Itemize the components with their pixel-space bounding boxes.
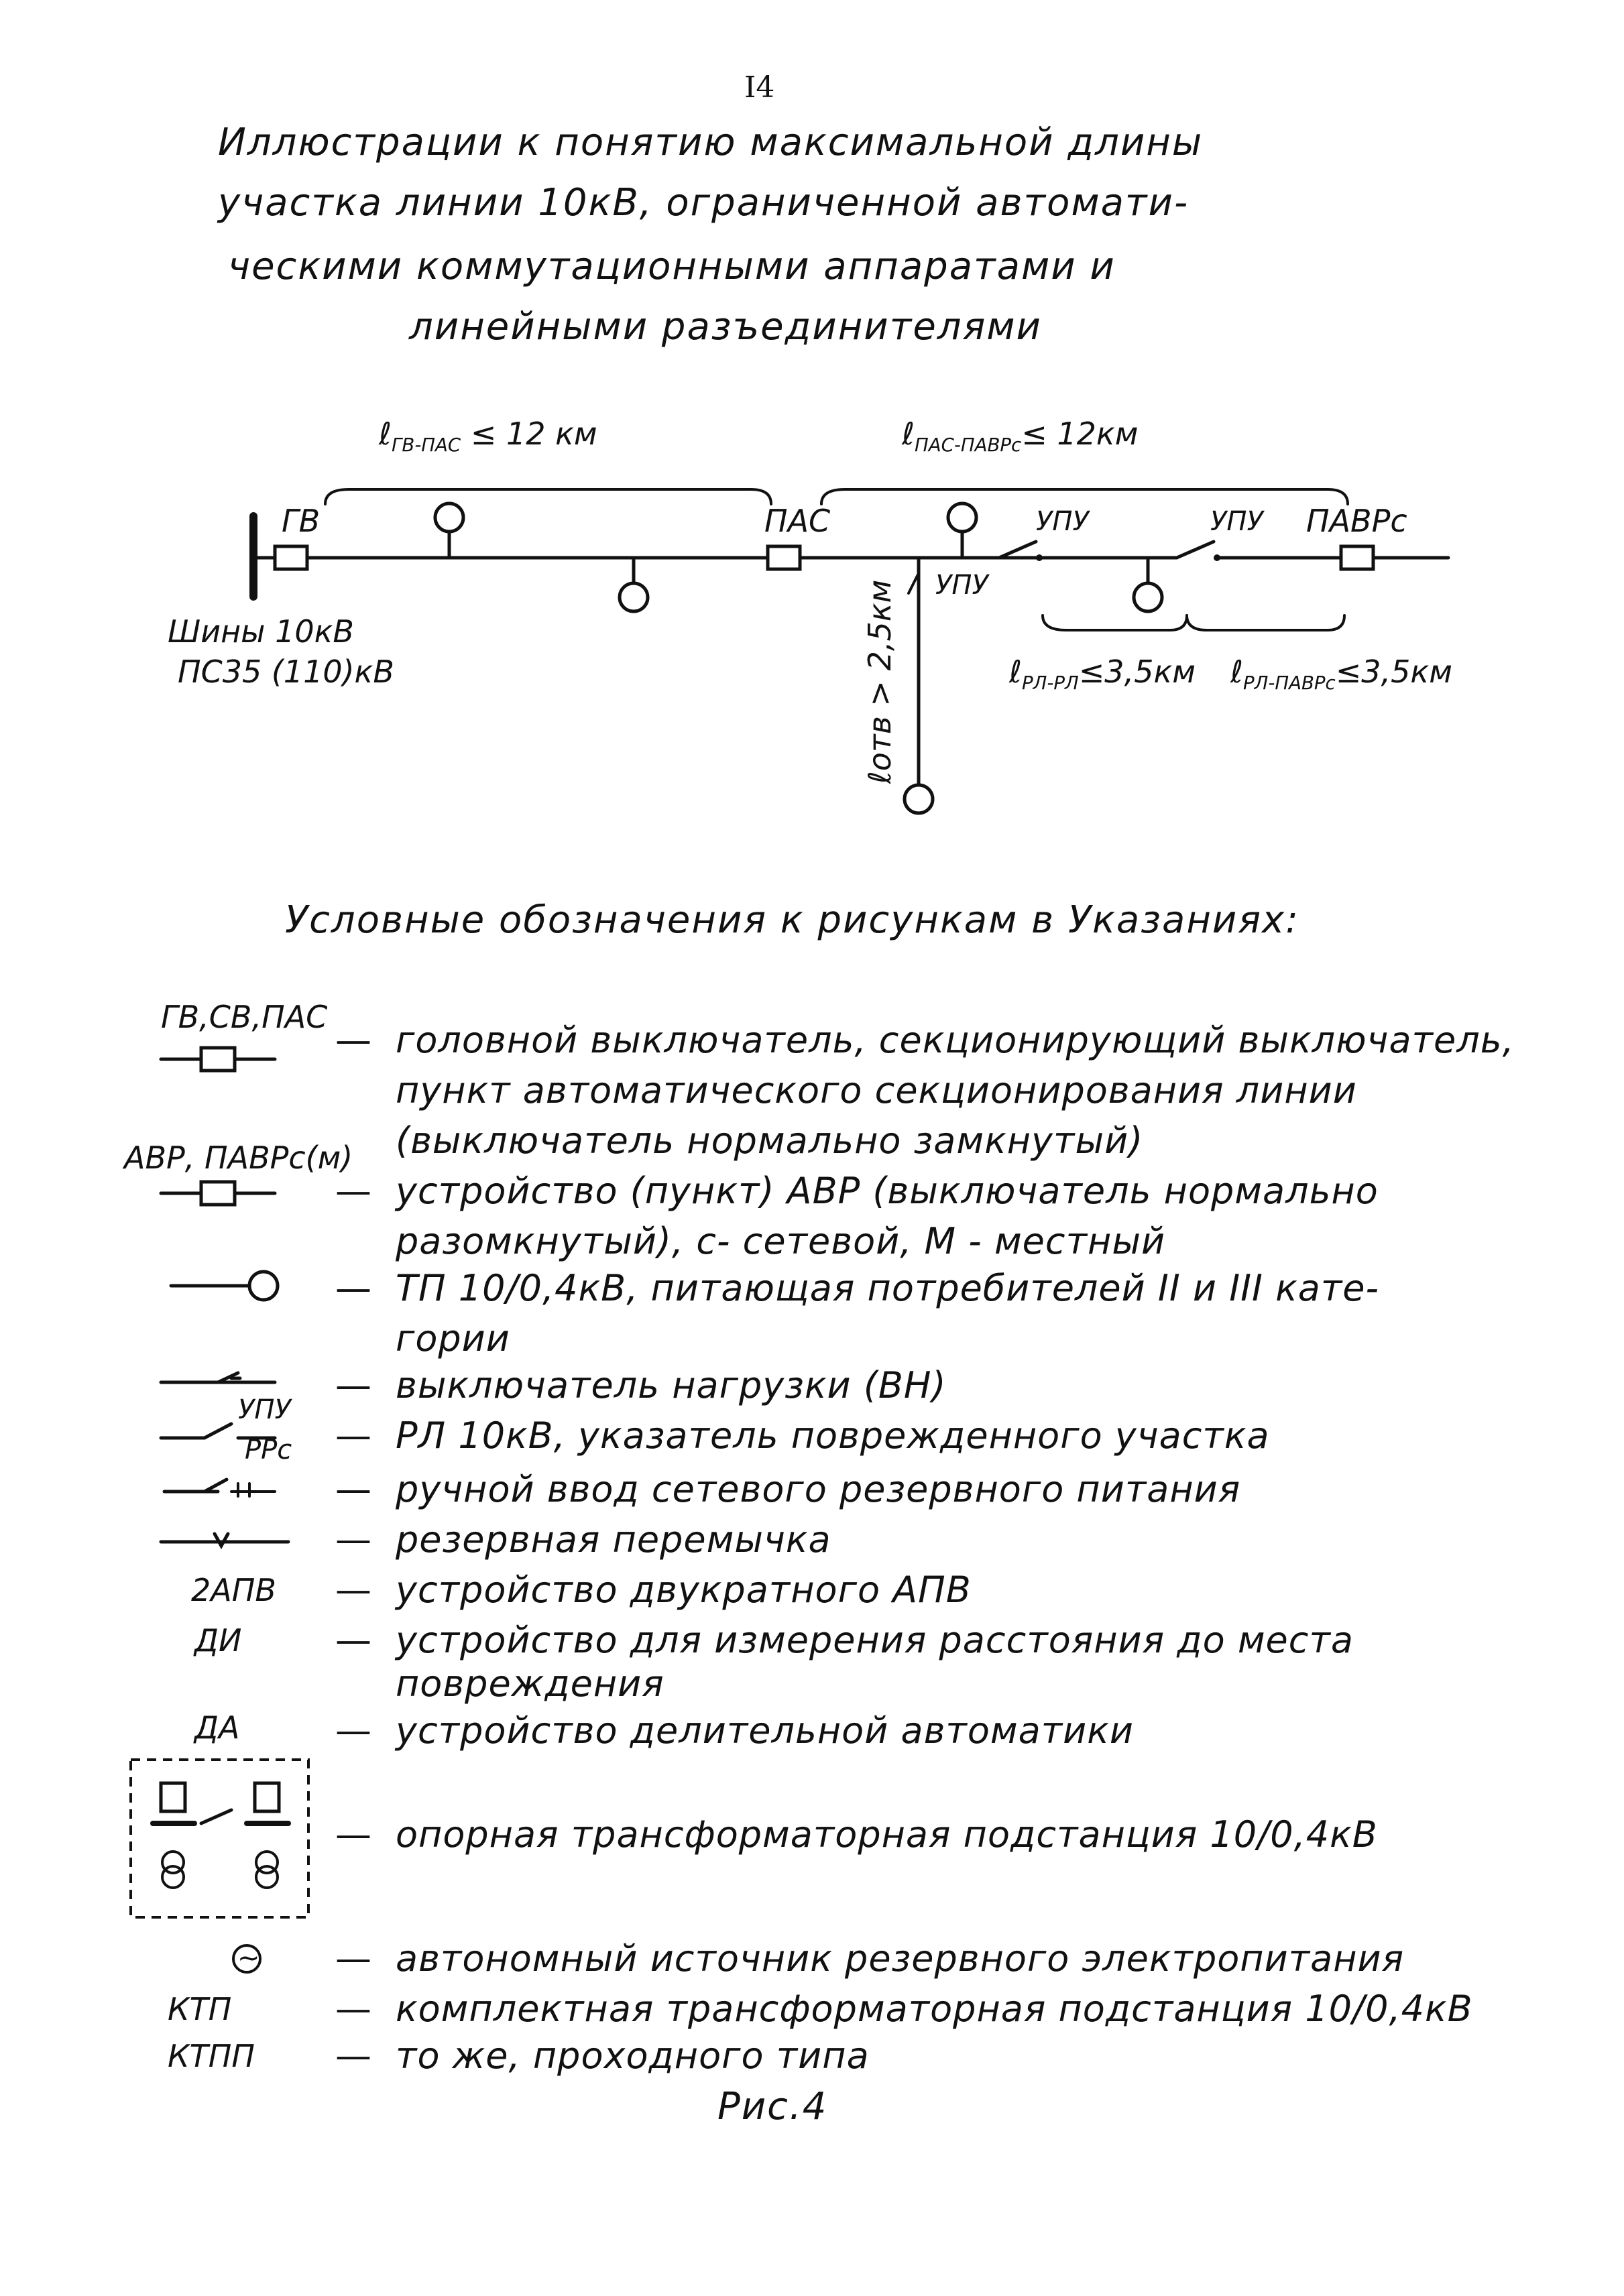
legend-otp-fuse-1: [161, 1783, 185, 1811]
dim-pas-pavr-l: ℓ: [902, 416, 915, 452]
legend-desc-ktp: комплектная трансформаторная подстанция 10/0,4кВ: [396, 1988, 1473, 2030]
label-pas: ПАС: [764, 503, 831, 539]
legend-dash-5: —: [335, 1414, 371, 1457]
legend-dash-6: —: [335, 1468, 371, 1510]
legend-desc-jumper: резервная перемычка: [396, 1518, 831, 1561]
label-gv: ГВ: [282, 503, 321, 539]
legend-dash-9: —: [335, 1619, 371, 1661]
legend-sym-rr: РРс: [245, 1435, 292, 1465]
label-upu-2: УПУ: [1210, 506, 1263, 537]
dim-gv-pas-rest: ≤ 12 км: [461, 416, 597, 452]
dim-rl-pavr-rest: ≤3,5км: [1335, 654, 1452, 690]
title-line-4: линейными разъединителями: [409, 305, 1042, 349]
legend-desc-manual: ручной ввод сетевого резервного питания: [396, 1468, 1241, 1510]
legend-desc-ktpp: то же, проходного типа: [396, 2035, 870, 2077]
legend-sym-ktpp: КТПП: [168, 2038, 255, 2074]
dim-gv-pas-sub: ГВ-ПАС: [392, 434, 461, 457]
legend-dash-3: —: [335, 1267, 371, 1309]
legend-dash-8: —: [335, 1569, 371, 1611]
legend-desc-gen: автономный источник резервного электропитания: [396, 1937, 1405, 1980]
legend-desc-tp-2: гории: [396, 1317, 510, 1360]
legend-sym-2apv: 2АПВ: [191, 1572, 276, 1608]
legend-sym-gen: ~: [237, 1943, 260, 1974]
label-pavr: ПАВРс: [1306, 503, 1407, 539]
legend-dash-13: —: [335, 1988, 371, 2030]
legend-desc-2apv: устройство двукратного АПВ: [396, 1569, 972, 1611]
dim-rl-rl-l: ℓ: [1009, 654, 1023, 690]
dim-rl-pavr-sub: РЛ-ПАВРс: [1243, 672, 1336, 694]
legend-sym-gv: ГВ,СВ,ПАС: [161, 999, 328, 1035]
label-upu-3: УПУ: [935, 570, 988, 601]
legend-sym-da: ДА: [194, 1709, 240, 1746]
legend-dash-11: —: [335, 1813, 371, 1856]
dim-pas-pavr-sub: ПАС-ПАВРс: [915, 434, 1022, 457]
legend-dash-1: —: [335, 1019, 371, 1061]
dim-rl-rl-rest: ≤3,5км: [1078, 654, 1196, 690]
legend-avr-icon: [201, 1182, 235, 1205]
title-line-3: ческими коммутационными аппаратами и: [228, 245, 1116, 288]
legend-desc-da: устройство делительной автоматики: [396, 1709, 1134, 1752]
legend-desc-gv-2: пункт автоматического секционирования линии: [396, 1069, 1357, 1111]
legend-dash-10: —: [335, 1709, 371, 1752]
title-line-2: участка линии 10кВ, ограниченной автомати-: [218, 181, 1190, 225]
legend-breaker-icon: [201, 1048, 235, 1071]
legend-manual-switch: [205, 1479, 227, 1492]
legend-jumper-icon: [215, 1534, 228, 1546]
figure-caption: Рис.4: [717, 2085, 828, 2128]
legend-otp-trans-1b: [162, 1866, 184, 1888]
legend-tp-icon: [249, 1272, 278, 1300]
bus-label-1: Шины 10кВ: [168, 613, 354, 650]
branch-label: ℓотв > 2,5км: [862, 579, 898, 784]
legend-manual-icon: [231, 1484, 275, 1496]
legend-title: Условные обозначения к рисункам в Указаниях:: [285, 898, 1300, 942]
legend-otp-trans-2b: [256, 1866, 278, 1888]
legend-otp-tie-icon: [201, 1810, 231, 1823]
legend-otp-frame: [131, 1760, 308, 1917]
legend-sym-upu: УПУ: [238, 1394, 291, 1425]
legend-desc-di-1: устройство для измерения расстояния до места: [396, 1619, 1354, 1661]
legend-dash-7: —: [335, 1518, 371, 1561]
legend-dash-12: —: [335, 1937, 371, 1980]
legend-dash-14: —: [335, 2035, 371, 2077]
dim-rl-pavr-l: ℓ: [1230, 654, 1244, 690]
legend-desc-gv-1: головной выключатель, секционирующий выключатель,: [396, 1019, 1515, 1061]
bus-label-2: ПС35 (110)кВ: [178, 654, 394, 690]
dim-rl-rl-sub: РЛ-РЛ: [1022, 672, 1079, 694]
legend-dash-2: —: [335, 1170, 371, 1212]
legend-sym-ktp: КТП: [168, 1991, 232, 2027]
legend-desc-di-2: повреждения: [396, 1663, 664, 1705]
dim-gv-pas-l: ℓ: [379, 416, 392, 452]
legend-desc-rl: РЛ 10кВ, указатель поврежденного участка: [396, 1414, 1270, 1457]
legend-otp-fuse-2: [255, 1783, 279, 1811]
legend-sym-avr: АВР, ПАВРс(м): [124, 1140, 353, 1176]
label-upu-1: УПУ: [1036, 506, 1089, 537]
legend-desc-otp: опорная трансформаторная подстанция 10/0,4кВ: [396, 1813, 1378, 1856]
legend-dash-4: —: [335, 1364, 371, 1406]
title-line-1: Иллюстрации к понятию максимальной длины: [218, 121, 1204, 164]
page-number: I4: [744, 70, 775, 105]
dim-pas-pavr-rest: ≤ 12км: [1021, 416, 1139, 452]
legend-desc-tp-1: ТП 10/0,4кВ, питающая потребителей II и III кате-: [396, 1267, 1380, 1309]
legend-desc-avr-2: разомкнутый), с- сетевой, М - местный: [396, 1220, 1166, 1262]
legend-desc-avr-1: устройство (пункт) АВР (выключатель нормально: [396, 1170, 1379, 1212]
legend-rl-icon: [205, 1424, 231, 1438]
legend-desc-gv-3: (выключатель нормально замкнутый): [396, 1120, 1144, 1162]
legend-desc-vn: выключатель нагрузки (ВН): [396, 1364, 947, 1406]
legend-sym-di: ДИ: [194, 1622, 242, 1658]
